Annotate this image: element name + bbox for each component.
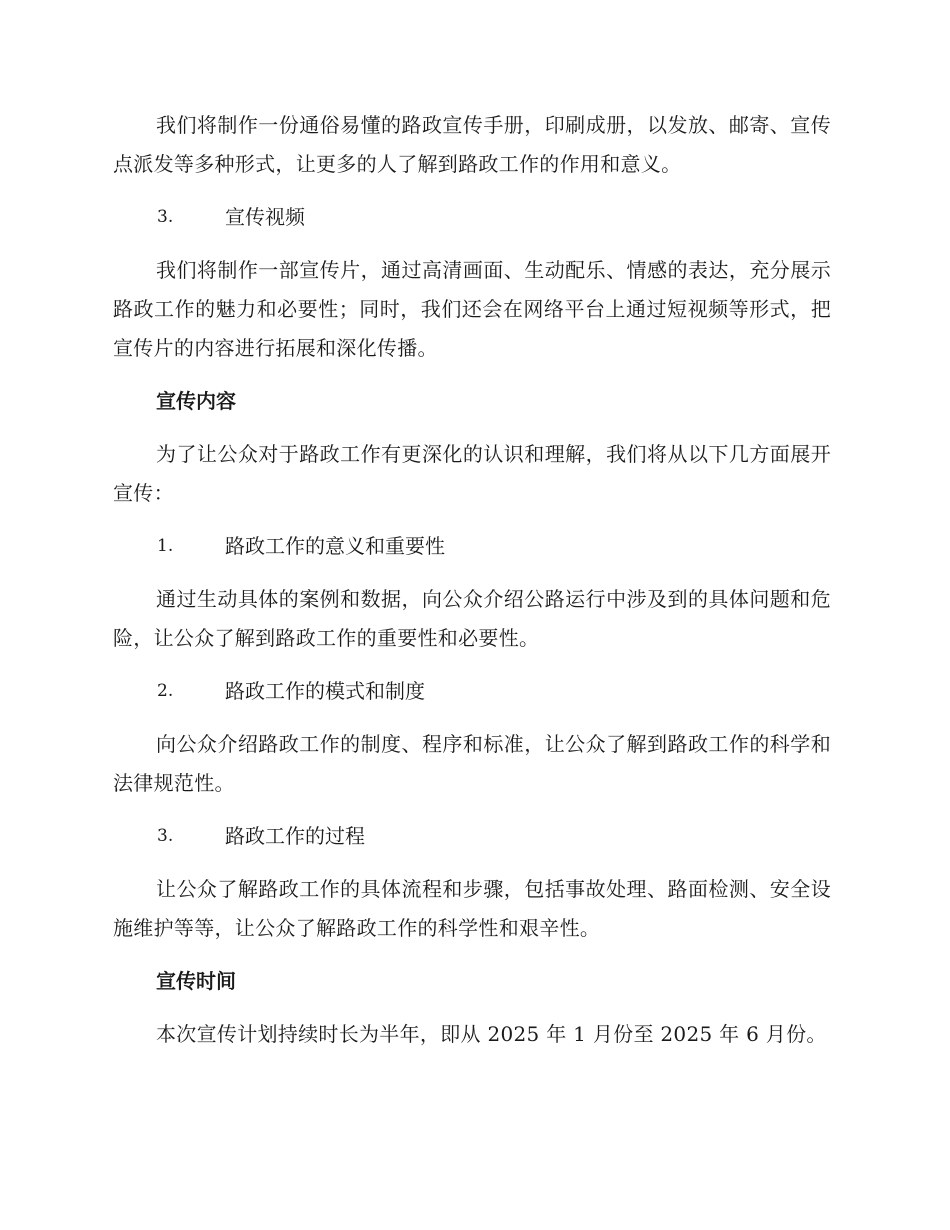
list-item-text: 路政工作的意义和重要性 (225, 534, 445, 558)
list-item-video (113, 198, 831, 237)
paragraph-time: 本次宣传计划持续时长为半年，即从 2025 年 1 月份至 2025 年 6 月份。 (156, 1022, 827, 1046)
list-number: 3. (157, 826, 174, 846)
list-item-system (113, 672, 831, 711)
list-item-text: 路政工作的过程 (225, 824, 365, 848)
paragraph-brochure: 我们将制作一份通俗易懂的路政宣传手册，印刷成册，以发放、邮寄、宣传点派发等多种形式，让更多的人了解到路政工作的作用和意义。 (113, 113, 831, 176)
list-number: 1. (157, 536, 174, 556)
paragraph-system: 向公众介绍路政工作的制度、程序和标准，让公众了解到路政工作的科学和法律规范性。 (113, 732, 831, 795)
list-item-significance (113, 527, 831, 566)
paragraph-content-intro: 为了让公众对于路政工作有更深化的认识和理解，我们将从以下几方面展开宣传： (113, 442, 831, 505)
paragraph-significance: 通过生动具体的案例和数据，向公众介绍公路运行中涉及到的具体问题和危险，让公众了解到路政工作的重要性和必要性。 (113, 587, 831, 650)
paragraph-video: 我们将制作一部宣传片，通过高清画面、生动配乐、情感的表达，充分展示路政工作的魅力和必要性；同时，我们还会在网络平台上通过短视频等形式，把宣传片的内容进行拓展和深化传播。 (113, 258, 831, 360)
section-heading-content: 宣传内容 (156, 389, 236, 413)
document-page (113, 106, 831, 1068)
list-item-text: 宣传视频 (225, 205, 305, 229)
section-heading-time: 宣传时间 (156, 969, 236, 993)
list-number: 3. (157, 207, 174, 227)
list-item-process (113, 817, 831, 856)
list-item-text: 路政工作的模式和制度 (225, 679, 425, 703)
paragraph-process: 让公众了解路政工作的具体流程和步骤，包括事故处理、路面检测、安全设施维护等等，让公众了解路政工作的科学性和艰辛性。 (113, 877, 831, 940)
list-number: 2. (157, 681, 174, 701)
